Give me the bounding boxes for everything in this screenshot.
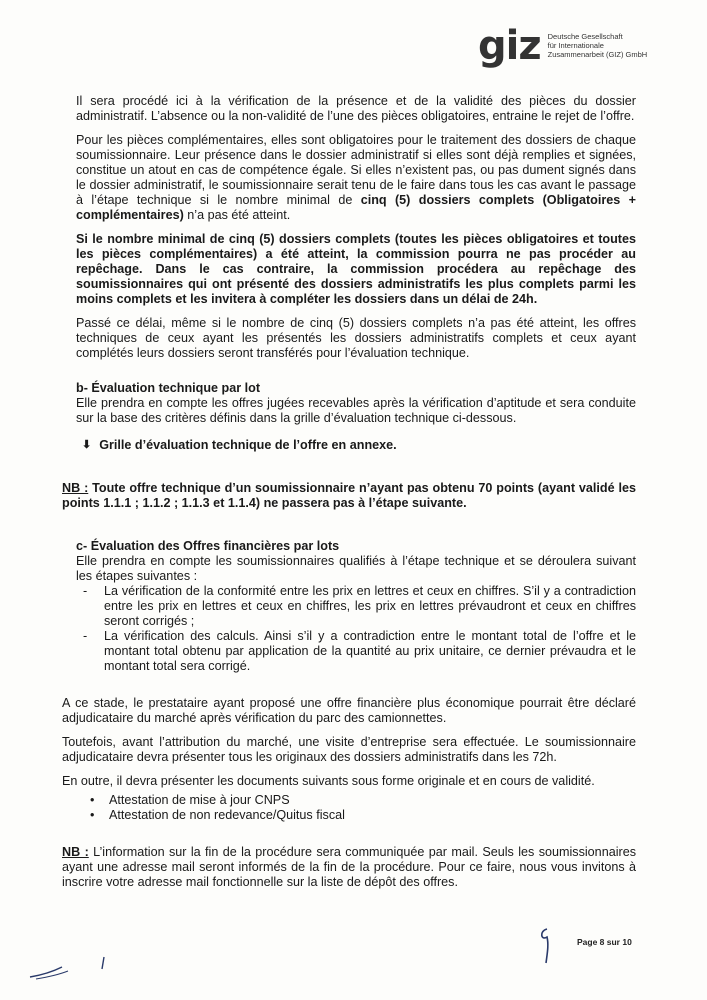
nb-technique [62, 481, 636, 511]
section-b-text: Elle prendra en compte les offres jugées recevables après la vérification d’aptitude et sera conduite sur la base des critères définis dans la grille d’évaluation technique ci-dessous. [76, 396, 636, 425]
initials-mark [535, 925, 555, 967]
logo-line-1: Deutsche Gesellschaft [547, 32, 623, 41]
documents-list [76, 793, 636, 823]
nb-information [62, 845, 636, 890]
section-c-title: c- Évaluation des Offres financières par lots [76, 539, 340, 553]
nb2-label: NB : [62, 845, 89, 859]
paragraph-pieces-complementaires [76, 133, 636, 223]
logo-mark: giz [478, 23, 541, 69]
c-step-item: - La vérification de la conformité entre les prix en lettres et ceux en chiffres. S’il y a contradiction entre les prix en lettres et ceux en chiffres, les prix en lettres prévaudront et ceux en chiffres seront corrigés ; [104, 584, 636, 629]
document-item: • Attestation de mise à jour CNPS [109, 793, 636, 808]
logo-line-3: Zusammenarbeit (GIZ) GmbH [547, 50, 648, 59]
section-b-title: b- Évaluation technique par lot [76, 381, 261, 395]
logo-text [548, 32, 648, 59]
p2-text-c: n’a pas été atteint. [183, 208, 291, 222]
arrow-down-icon: ⬇ [82, 439, 92, 451]
c-steps-list [76, 584, 636, 674]
logo-line-2: für Internationale [547, 41, 604, 50]
paragraph-verification: Il sera procédé ici à la vérification de la présence et de la validité des pièces du dossier administratif. L’absence ou la non-validité de l’une des pièces obligatoires, entraine le rejet de l’offre. [76, 94, 636, 123]
grille-item [82, 438, 636, 453]
section-c-text: Elle prendra en compte les soumissionnaires qualifiés à l’étape technique et se déroulera suivant les étapes suivantes : [76, 554, 636, 583]
document-item: • Attestation de non redevance/Quitus fiscal [109, 808, 636, 823]
document-body [62, 94, 636, 899]
c-step-item: - La vérification des calculs. Ainsi s’il y a contradiction entre le montant total de l’offre et le montant total obtenu par application de la quantité au prix unitaire, ce dernier prévaudra et le montant total sera corrigé. [104, 629, 636, 674]
paragraph-delai: Passé ce délai, même si le nombre de cinq (5) dossiers complets n’a pas été atteint, les offres techniques de ceux ayant les présentés les dossiers administratifs complets et ceux ayant complétés leurs dossiers seront transférés pour l’évaluation technique. [76, 316, 636, 360]
paragraph-stade: A ce stade, le prestataire ayant proposé une offre financière plus économique pourrait être déclaré adjudicataire du marché après vérification du parc des camionnettes. [62, 696, 636, 725]
paragraph-documents: En outre, il devra présenter les documents suivants sous forme originale et en cours de validité. [62, 774, 595, 788]
page-number: Page 8 sur 10 [577, 937, 632, 947]
paragraph-visite: Toutefois, avant l’attribution du marché, une visite d’entreprise sera effectuée. Le soumissionnaire adjudicataire devra présenter tous les originaux des dossiers administratifs dans les 72h. [62, 735, 636, 764]
nb1-text: Toute offre technique d’un soumissionnaire n’ayant pas obtenu 70 points (ayant validé les points 1.1.1 ; 1.1.2 ; 1.1.3 et 1.1.4) ne passera pas à l’étape suivante. [62, 481, 636, 510]
signature-mark [28, 955, 118, 985]
paragraph-repechage: Si le nombre minimal de cinq (5) dossiers complets (toutes les pièces obligatoires et toutes les pièces complémentaires) a été atteint, la commission pourra ne pas procéder au repêchage. Dans le cas contraire, la commission procédera au repêchage des soumissionnaires qui ont présenté des dossiers administratifs les plus complets parmi les moins complets et les invitera à compléter les dossiers dans un délai de 24h. [76, 232, 636, 306]
giz-logo [478, 23, 648, 69]
grille-text: Grille d’évaluation technique de l’offre en annexe. [99, 438, 397, 452]
nb1-label: NB : [62, 481, 89, 495]
p2-text-a: Pour les pièces complémentaires, elles sont obligatoires pour le traitement des dossiers de chaque soumissionnaire. Leur présence dans le dossier administratif si elles sont déjà remplies et signées, constitue un atout en cas de compétence égale. Si elles n’existent pas, ou pas dument signés dans le dossier administratif, le soumissionnaire serait tenu de le faire dans tous les cas avant le passage à l’étape technique si le nombre minimal de [76, 133, 636, 207]
p2-bold: cinq (5) dossiers complets (Obligatoires + complémentaires) [76, 193, 636, 222]
nb2-text: L’information sur la fin de la procédure sera communiquée par mail. Seuls les soumissionnaires ayant une adresse mail seront informés de la fin de la procédure. Pour ce faire, nous vous invitons à inscrire votre adresse mail fonctionnelle sur la liste de dépôt des offres. [62, 845, 636, 889]
